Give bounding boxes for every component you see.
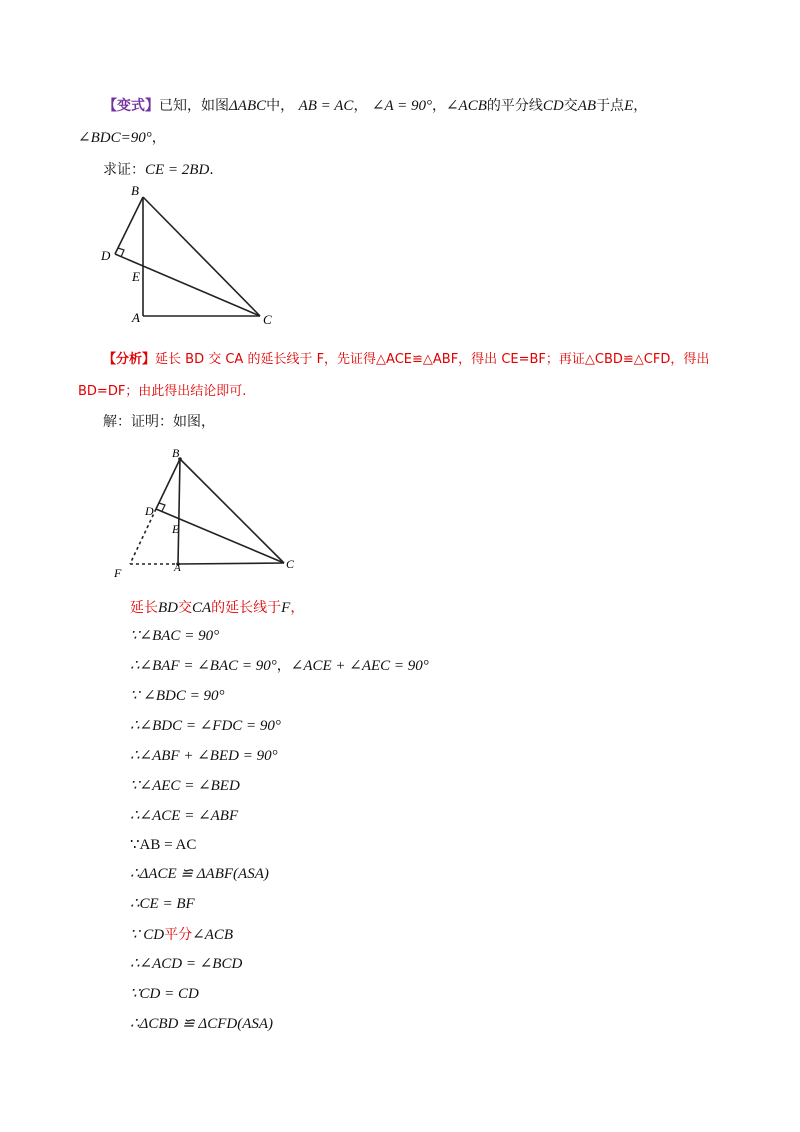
prove-label: 求证： <box>103 162 145 178</box>
label-b: B <box>131 183 139 198</box>
segment-bc <box>143 197 260 316</box>
step-2 <box>130 656 429 676</box>
ab-eq-ac: AB = AC <box>298 98 354 114</box>
text: 的平分线 <box>486 98 543 114</box>
step-14: ∴ΔCBD ≌ ΔCFD(ASA) <box>130 1016 274 1032</box>
label-d: D <box>145 504 154 518</box>
text: 于点 <box>596 98 625 114</box>
text: ， <box>353 98 368 114</box>
prove-line <box>103 160 214 180</box>
text: ， <box>431 98 446 114</box>
label-b: B <box>172 446 180 460</box>
step-13: ∵CD = CD <box>130 986 199 1002</box>
solution-text: 解：证明：如图， <box>103 414 215 430</box>
step-8: ∵AB = AC <box>130 837 197 853</box>
segment-bd <box>115 197 143 254</box>
segment-dc <box>156 509 284 563</box>
segment-bd <box>156 459 180 509</box>
step-2a: ∴∠BAF = ∠BAC = 90° <box>130 658 277 674</box>
segment-dc <box>115 254 260 316</box>
point-e: E <box>624 98 634 114</box>
angle-a: ∠A = 90° <box>371 98 432 114</box>
segment-bc <box>180 459 284 563</box>
step-1: ∵∠BAC = 90° <box>130 628 220 644</box>
angle-bdc: ∠BDC=90° <box>78 130 152 146</box>
label-f: F <box>114 566 122 580</box>
problem-line-2 <box>78 128 166 148</box>
label-a: A <box>132 310 140 325</box>
text: ， <box>276 658 291 674</box>
label-c: C <box>286 557 295 571</box>
text: ， <box>633 98 648 114</box>
text: 的延长线于 <box>211 600 282 616</box>
text: ， <box>151 130 166 146</box>
text: ， <box>290 600 305 616</box>
step-11 <box>130 925 233 945</box>
step-3: ∵ ∠BDC = 90° <box>130 688 225 704</box>
step-7: ∴∠ACE = ∠ABF <box>130 808 239 824</box>
analysis-text-2: BD=DF；由此得出结论即可. <box>78 384 247 399</box>
step-6: ∵∠AEC = ∠BED <box>130 778 240 794</box>
text: 交 <box>178 600 192 616</box>
step-2b: ∠ACE + ∠AEC = 90° <box>290 658 429 674</box>
label-e: E <box>132 269 140 284</box>
step-11-post: ∠ACB <box>192 927 234 943</box>
step-5: ∴∠ABF + ∠BED = 90° <box>130 748 278 764</box>
step-0 <box>130 598 304 618</box>
step-11-mid: 平分 <box>164 927 193 943</box>
text: 交 <box>563 98 578 114</box>
segment-ab <box>178 459 180 564</box>
step-11-pre: ∵ CD <box>130 927 165 943</box>
step-10: ∴CE = BF <box>130 896 195 912</box>
solution-label <box>103 412 215 432</box>
segment-ca: CA <box>192 600 212 616</box>
label-e: E <box>172 522 180 536</box>
label-d: D <box>101 248 111 263</box>
figure-2 <box>108 445 308 585</box>
point-f: F <box>281 600 291 616</box>
variant-tag: 【变式】 <box>103 98 159 114</box>
segment-cd: CD <box>542 98 564 114</box>
analysis-line-1 <box>103 350 709 370</box>
text: 已知，如图 <box>159 98 229 114</box>
prove-expression: CE = 2BD <box>145 162 210 178</box>
step-9: ∴ΔACE ≌ ΔABF(ASA) <box>130 866 269 882</box>
analysis-text-1: 延长 BD 交 CA 的延长线于 F，先证得△ACE≌△ABF，得出 CE=BF；再证△CBD≌△CFD，得出 <box>155 352 710 367</box>
triangle-abc: ΔABC <box>229 98 267 114</box>
text: 中， <box>266 98 295 114</box>
label-a: A <box>174 562 181 574</box>
analysis-line-2 <box>78 382 246 402</box>
step-12: ∴∠ACD = ∠BCD <box>130 956 243 972</box>
problem-line-1 <box>103 96 647 116</box>
figure-1 <box>95 182 275 332</box>
step-4: ∴∠BDC = ∠FDC = 90° <box>130 718 281 734</box>
segment-ac <box>178 563 284 564</box>
text: 延长 <box>130 600 158 616</box>
angle-acb: ∠ACB <box>445 98 487 114</box>
analysis-tag: 【分析】 <box>103 352 156 367</box>
segment-bd: BD <box>158 600 178 616</box>
segment-ab: AB <box>577 98 597 114</box>
label-c: C <box>263 312 272 327</box>
text: . <box>209 162 214 178</box>
